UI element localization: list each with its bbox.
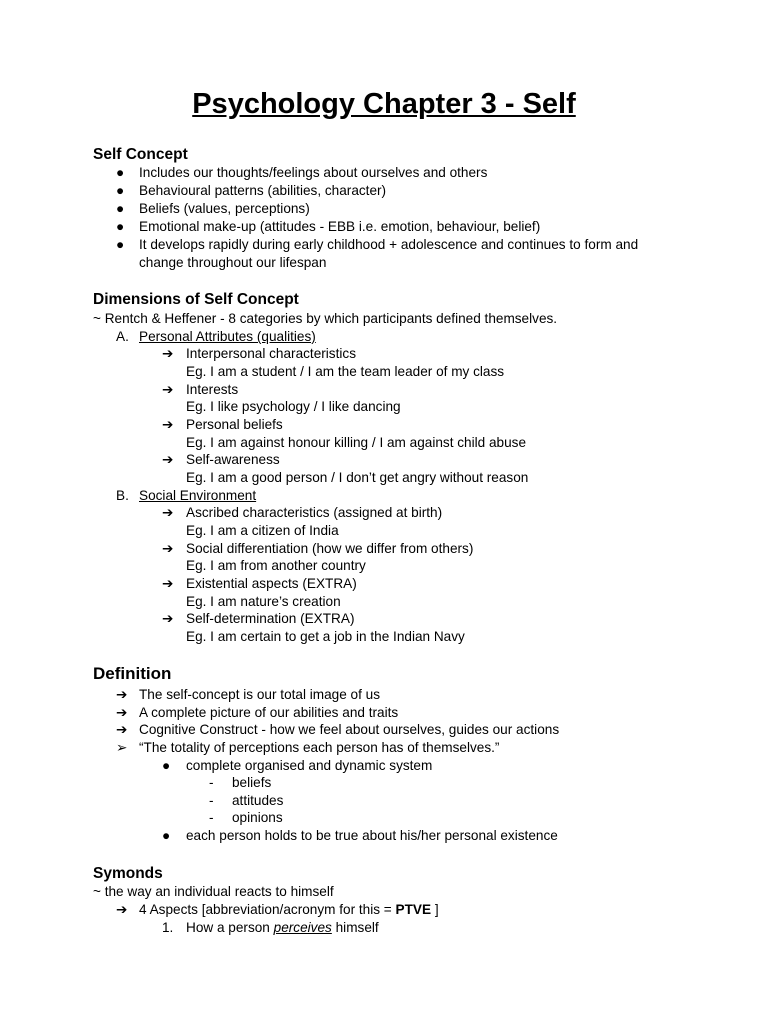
list-item: Existential aspects (EXTRA) — [186, 576, 357, 591]
arrow-icon: ➔ — [162, 611, 174, 626]
aspects-line — [139, 901, 439, 919]
arrow-icon: ➔ — [162, 452, 174, 467]
section-heading-self-concept: Self Concept — [93, 146, 188, 163]
bullet-marker: ● — [116, 201, 125, 216]
symonds-intro: ~ the way an individual reacts to himself — [93, 884, 334, 899]
subsection-personal-attributes: Personal Attributes (qualities) — [139, 329, 316, 344]
list-item-continuation: change throughout our lifespan — [139, 255, 327, 270]
section-heading-definition: Definition — [93, 664, 172, 683]
numbered-item — [186, 919, 379, 937]
list-item: Interpersonal characteristics — [186, 346, 356, 361]
list-item: Ascribed characteristics (assigned at birth) — [186, 505, 443, 520]
arrow-icon: ➔ — [116, 722, 128, 737]
arrow-icon: ➔ — [116, 705, 128, 720]
list-item: Emotional make-up (attitudes - EBB i.e. emotion, behaviour, belief) — [139, 219, 541, 234]
subsection-social-environment: Social Environment — [139, 488, 257, 503]
list-item: Cognitive Construct - how we feel about ourselves, guides our actions — [139, 722, 560, 737]
list-item: A complete picture of our abilities and traits — [139, 705, 399, 720]
bullet-marker: ● — [116, 219, 125, 234]
arrow-icon: ➔ — [116, 687, 128, 702]
example-text: Eg. I am nature’s creation — [186, 594, 341, 609]
example-text: Eg. I am against honour killing / I am against child abuse — [186, 435, 527, 450]
example-text: Eg. I like psychology / I like dancing — [186, 399, 401, 414]
dash-marker: - — [209, 793, 214, 808]
sub-list-item: complete organised and dynamic system — [186, 758, 433, 773]
sub-list-item: each person holds to be true about his/her personal existence — [186, 828, 558, 843]
number-marker: 1. — [162, 920, 174, 935]
arrow-icon: ➔ — [116, 902, 128, 917]
list-item: The self-concept is our total image of us — [139, 687, 381, 702]
section-heading-symonds: Symonds — [93, 865, 163, 882]
list-item: It develops rapidly during early childhood + adolescence and continues to form and — [139, 237, 639, 252]
example-text: Eg. I am a good person / I don’t get angry without reason — [186, 470, 529, 485]
numbered-item-emphasis: perceives — [273, 920, 332, 935]
example-text: Eg. I am a student / I am the team leader of my class — [186, 364, 505, 379]
list-item: Behavioural patterns (abilities, character) — [139, 183, 387, 198]
bullet-marker: ● — [162, 758, 171, 773]
arrow-icon: ➔ — [162, 346, 174, 361]
dash-item: opinions — [232, 810, 283, 825]
bullet-marker: ● — [116, 237, 125, 252]
numbered-item-pre: How a person — [186, 920, 274, 935]
arrow-icon: ➔ — [162, 382, 174, 397]
bullet-marker: ● — [116, 165, 125, 180]
arrow-icon: ➔ — [162, 505, 174, 520]
arrow-icon: ➔ — [162, 576, 174, 591]
bullet-marker: ● — [162, 828, 171, 843]
arrow-icon: ➔ — [162, 541, 174, 556]
list-item: Interests — [186, 382, 239, 397]
example-text: Eg. I am from another country — [186, 558, 366, 573]
list-marker-b: B. — [116, 488, 129, 503]
bullet-marker: ● — [116, 183, 125, 198]
dash-marker: - — [209, 810, 214, 825]
list-marker-a: A. — [116, 329, 129, 344]
list-item: Self-determination (EXTRA) — [186, 611, 355, 626]
list-item-quote: “The totality of perceptions each person has of themselves.” — [139, 740, 500, 755]
numbered-item-post: himself — [331, 920, 379, 935]
aspects-suffix: ] — [431, 902, 439, 917]
arrowhead-icon: ➢ — [116, 740, 128, 755]
dash-marker: - — [209, 775, 214, 790]
arrow-icon: ➔ — [162, 417, 174, 432]
list-item: Includes our thoughts/feelings about ourselves and others — [139, 165, 488, 180]
list-item: Beliefs (values, perceptions) — [139, 201, 310, 216]
page-title: Psychology Chapter 3 - Self — [192, 88, 576, 120]
aspects-prefix: 4 Aspects [abbreviation/acronym for this = — [139, 902, 396, 917]
example-text: Eg. I am certain to get a job in the Indian Navy — [186, 629, 465, 644]
section-heading-dimensions: Dimensions of Self Concept — [93, 291, 299, 308]
dimensions-intro: ~ Rentch & Heffener - 8 categories by which participants defined themselves. — [93, 311, 558, 326]
list-item: Social differentiation (how we differ from others) — [186, 541, 474, 556]
example-text: Eg. I am a citizen of India — [186, 523, 339, 538]
list-item: Personal beliefs — [186, 417, 283, 432]
list-item: Self-awareness — [186, 452, 280, 467]
dash-item: attitudes — [232, 793, 284, 808]
aspects-acronym: PTVE — [395, 902, 432, 917]
dash-item: beliefs — [232, 775, 272, 790]
